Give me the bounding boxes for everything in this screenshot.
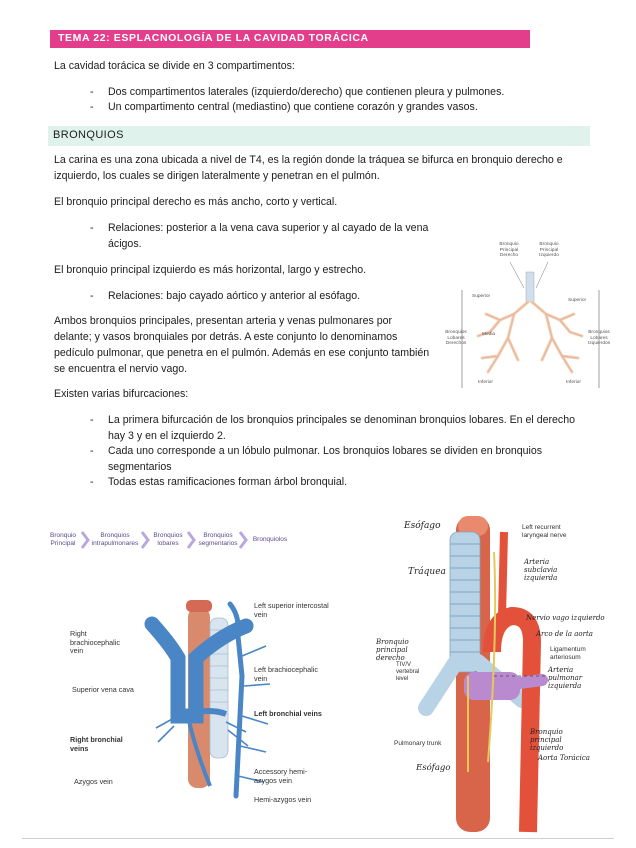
list-item-text: Todas estas ramificaciones forman árbol bronquial. bbox=[108, 476, 348, 488]
text-line: ácigos. bbox=[108, 238, 142, 250]
list-item bbox=[90, 84, 505, 100]
dash-icon: - bbox=[90, 414, 94, 426]
bronchi-flow-diagram bbox=[46, 528, 296, 554]
label-esofago-bottom: Esófago bbox=[416, 763, 451, 773]
label-left-superior-intercostal: Left superior intercostal vein bbox=[254, 601, 329, 619]
paragraph-left-bronchus: El bronquio principal izquierdo es más horizontal, largo y estrecho. bbox=[54, 264, 367, 276]
text-line: delante; y vasos bronquiales por detrás. A este conjunto lo denominamos bbox=[54, 331, 398, 343]
intro-text: La cavidad torácica se divide en 3 compartimentos: bbox=[54, 60, 295, 72]
label-inferior-right: Inferior bbox=[478, 380, 493, 385]
paragraph-carina bbox=[54, 152, 594, 184]
page-title: TEMA 22: ESPLACNOLOGÍA DE LA CAVIDAD TORÁCICA bbox=[58, 32, 369, 44]
dash-icon: - bbox=[90, 445, 94, 457]
text-line: hay 3 y en el izquierdo 2. bbox=[108, 430, 226, 442]
list-item bbox=[90, 412, 575, 444]
dash-icon: - bbox=[90, 476, 94, 488]
flow-step: Bronquios intrapulmonares bbox=[91, 532, 139, 547]
dash-icon: - bbox=[90, 86, 94, 98]
text-line: se encuentra el nervio vago. bbox=[54, 363, 188, 375]
list-item-text: Un compartimento central (mediastino) que contiene corazón y grandes vasos. bbox=[108, 101, 478, 113]
text-line: izquierdo, los cuales se dirigen lateralmente y penetran en el pulmón. bbox=[54, 170, 380, 182]
label-aorta-toracica: Aorta Torácica bbox=[538, 754, 590, 762]
flow-step: Bronquios segmentarios bbox=[198, 532, 238, 547]
label-ligamentum: Ligamentum arteriosum bbox=[550, 646, 586, 661]
label-main-left: Bronquio Principal Izquierdo bbox=[539, 242, 559, 258]
label-arteria-pulmonar: Arteria pulmonar izquierda bbox=[548, 666, 583, 690]
list-item bbox=[90, 288, 361, 304]
label-left-brachiocephalic: Left brachiocephalic vein bbox=[254, 665, 318, 683]
list-item bbox=[90, 99, 478, 115]
paragraph-bifurcations: Existen varias bifurcaciones: bbox=[54, 388, 189, 400]
text-line: Ambos bronquios principales, presentan arteria y venas pulmonares por bbox=[54, 315, 393, 327]
label-pulmonary-trunk: Pulmonary trunk bbox=[394, 740, 442, 747]
label-main-right: Bronquio Principal Derecho bbox=[499, 242, 519, 258]
label-superior-vena-cava: Superior vena cava bbox=[72, 685, 134, 694]
list-item bbox=[90, 220, 429, 252]
label-inferior-left: Inferior bbox=[566, 380, 581, 385]
text-line: La carina es una zona ubicada a nivel de T4, es la región donde la tráquea se bifurca en bronquio derecho e bbox=[54, 154, 563, 166]
label-arteria-subclavia: Arteria subclavia izquierda bbox=[524, 558, 558, 582]
dash-icon: - bbox=[90, 101, 94, 113]
flow-step: Bronquiolos bbox=[252, 536, 288, 543]
bronchial-tree-illustration bbox=[448, 240, 613, 390]
bronchial-veins-figure bbox=[70, 596, 340, 811]
footer-divider bbox=[22, 838, 614, 839]
label-traquea: Tráquea bbox=[408, 567, 446, 577]
label-superior-left: Superior bbox=[568, 298, 587, 303]
section-title: BRONQUIOS bbox=[53, 129, 124, 141]
label-right-brachiocephalic bbox=[70, 630, 132, 656]
text-line: Cada uno corresponde a un lóbulo pulmonar. Los bronquios lobares se dividen en bronquios bbox=[108, 445, 543, 457]
label-left-recurrent: Left recurrent laryngeal nerve bbox=[522, 524, 567, 539]
flow-step: Bronquios lobares bbox=[153, 532, 183, 547]
label-azygos: Azygos vein bbox=[74, 777, 113, 786]
list-item bbox=[90, 443, 543, 475]
text-line: segmentarios bbox=[108, 461, 172, 473]
label-right-bronchial: Right bronchial veins bbox=[70, 735, 123, 753]
label-media: Media bbox=[482, 332, 496, 337]
label-hemiazygos: Hemi-azygos vein bbox=[254, 795, 312, 804]
text-line: pedículo pulmonar, que penetra en el pulmón. Además en ese conjunto también bbox=[54, 347, 430, 359]
section-bar bbox=[48, 126, 590, 146]
paragraph-pedicle bbox=[54, 313, 438, 377]
list-item-text: Relaciones: bajo cayado aórtico y anterior al esófago. bbox=[108, 290, 361, 302]
label-tiv-v: TIV/V vertebral level bbox=[396, 662, 420, 682]
label-nervio-vago: Nervio vago izquierdo bbox=[526, 614, 605, 622]
label-lobar-left: Bronquios Lobares Izquierdos bbox=[587, 330, 611, 346]
list-item bbox=[90, 474, 348, 490]
label-left-bronchial: Left bronchial veins bbox=[254, 709, 322, 718]
label-lobar-right: Bronquios Lobares Derechos bbox=[445, 330, 467, 346]
paragraph-right-bronchus: El bronquio principal derecho es más ancho, corto y vertical. bbox=[54, 196, 338, 208]
label-esofago-top: Esófago bbox=[404, 521, 441, 531]
label-arco-aorta: Arco de la aorta bbox=[536, 630, 593, 638]
label-bronquio-derecho: Bronquio principal derecho bbox=[376, 638, 409, 662]
label-bronquio-izquierdo: Bronquio principal izquierdo bbox=[530, 728, 564, 752]
list-item-text: Dos compartimentos laterales (izquierdo/derecho) que contienen pleura y pulmones. bbox=[108, 86, 505, 98]
label-accessory-hemiazygos: Accessory hemi-azygos vein bbox=[254, 767, 308, 785]
text-line: La primera bifurcación de los bronquios principales se denominan bronquios lobares. En el derecho bbox=[108, 414, 575, 426]
label-superior-right: Superior bbox=[472, 294, 491, 299]
text-line: Relaciones: posterior a la vena cava superior y al cayado de la vena bbox=[108, 222, 429, 234]
trachea-aorta-figure bbox=[372, 512, 634, 836]
dash-icon: - bbox=[90, 222, 94, 234]
text-line: Right brachiocephalic vein bbox=[70, 629, 120, 655]
dash-icon: - bbox=[90, 290, 94, 302]
bronchial-tree-figure bbox=[445, 240, 613, 390]
flow-step: Bronquio Principal bbox=[49, 532, 77, 547]
